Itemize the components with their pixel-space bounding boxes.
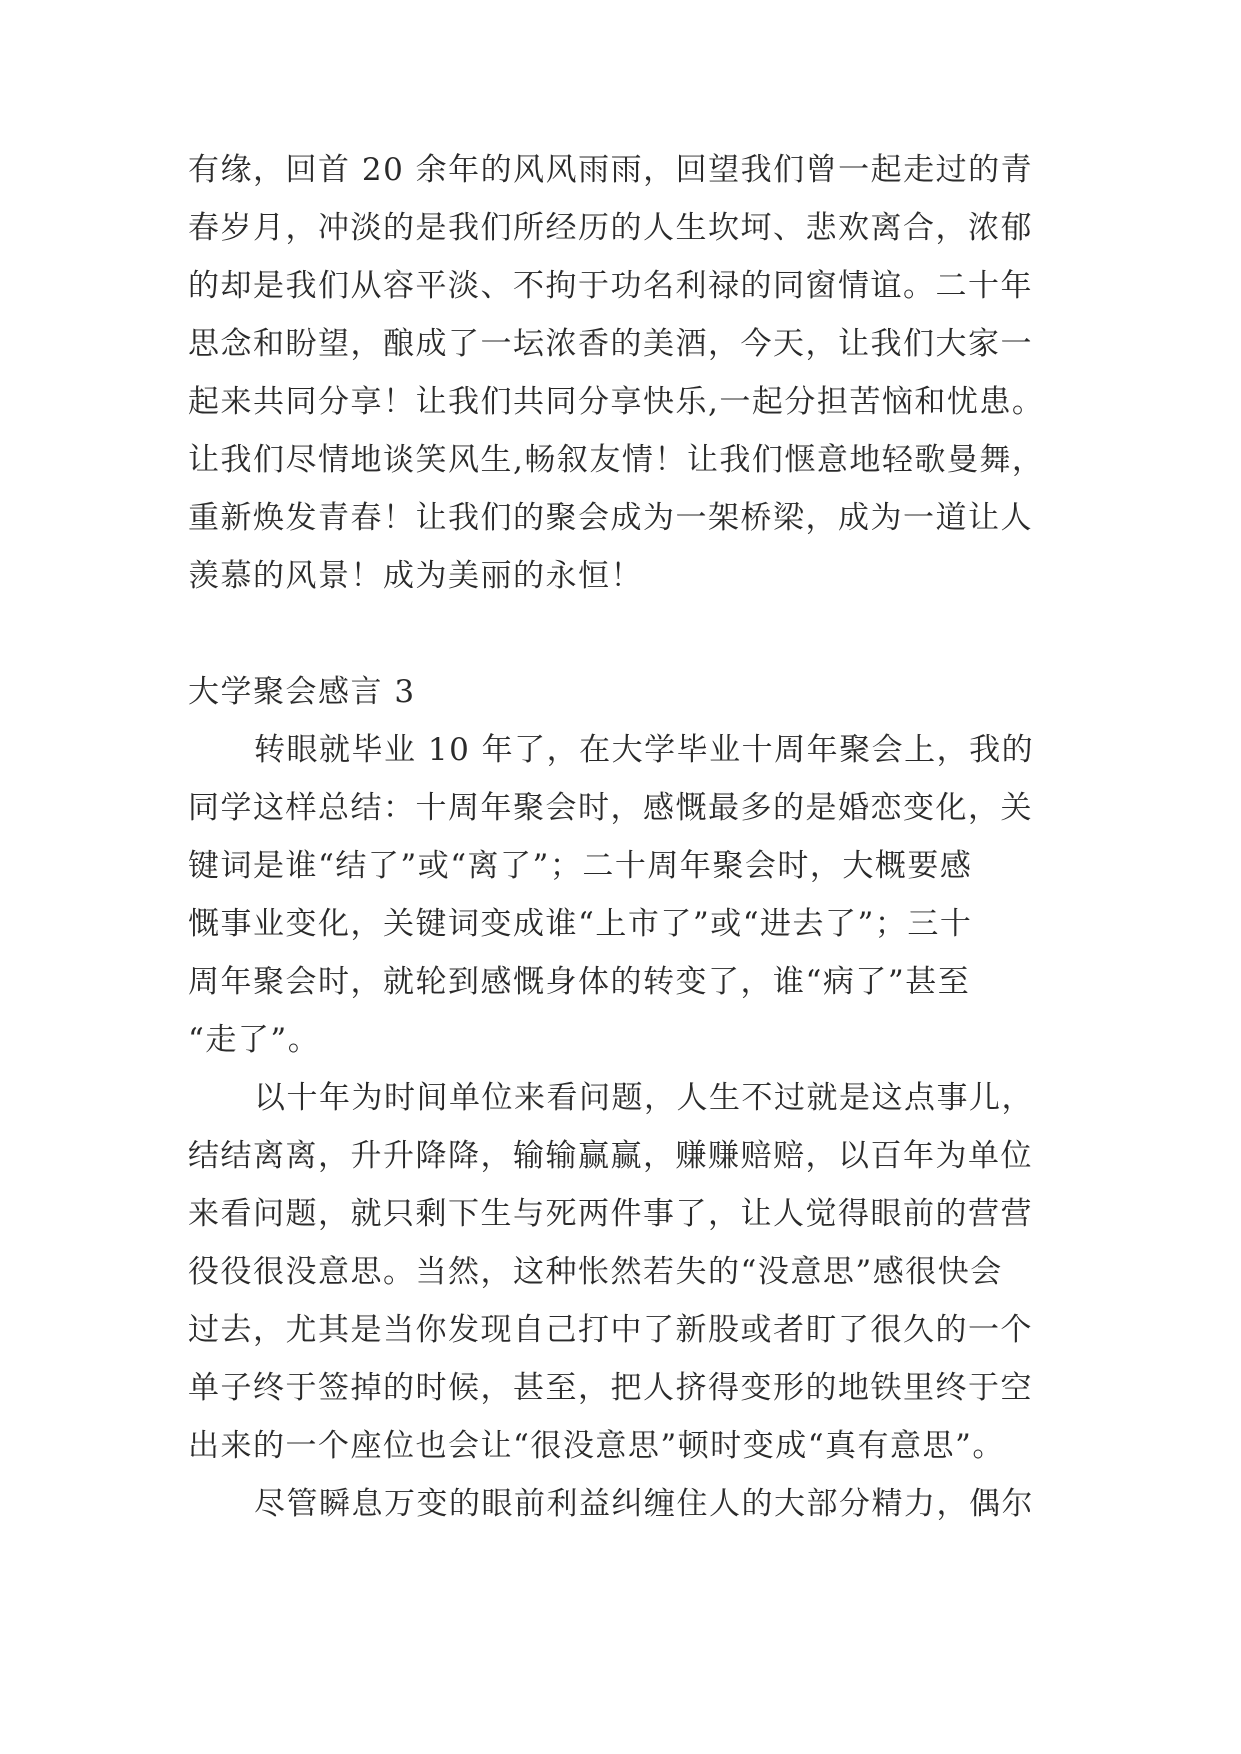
- text-line: 春岁月，冲淡的是我们所经历的人生坎坷、悲欢离合，浓郁: [188, 210, 1033, 246]
- text-line: 结结离离，升升降降，输输赢赢，赚赚赔赔，以百年为单位: [188, 1138, 1033, 1174]
- text-line: 单子终于签掉的时候，甚至，把人挤得变形的地铁里终于空: [188, 1370, 1033, 1406]
- text-line: 羡慕的风景！成为美丽的永恒！: [188, 558, 643, 594]
- text-line: “走了”。: [188, 1022, 321, 1058]
- text-line: 尽管瞬息万变的眼前利益纠缠住人的大部分精力，偶尔: [254, 1486, 1034, 1522]
- text-line: 慨事业变化，关键词变成谁“上市了”或“进去了”；三十: [188, 906, 973, 942]
- section-title: 大学聚会感言 3: [188, 674, 416, 710]
- text-line: 有缘，回首 20 余年的风风雨雨，回望我们曾一起走过的青: [188, 152, 1034, 188]
- text-line: 的却是我们从容平淡、不拘于功名利禄的同窗情谊。二十年: [188, 268, 1033, 304]
- text-line: 过去，尤其是当你发现自己打中了新股或者盯了很久的一个: [188, 1312, 1033, 1348]
- text-line: 以十年为时间单位来看问题，人生不过就是这点事儿，: [254, 1080, 1034, 1116]
- text-line: 役役很没意思。当然，这种怅然若失的“没意思”感很快会: [188, 1254, 1003, 1290]
- text-line: 重新焕发青春！让我们的聚会成为一架桥梁，成为一道让人: [188, 500, 1033, 536]
- text-line: 让我们尽情地谈笑风生,畅叙友情！让我们惬意地轻歌曼舞，: [188, 442, 1045, 478]
- text-line: 出来的一个座位也会让“很没意思”顿时变成“真有意思”。: [188, 1428, 1005, 1464]
- text-line: 来看问题，就只剩下生与死两件事了，让人觉得眼前的营营: [188, 1196, 1033, 1232]
- text-line: 键词是谁“结了”或“离了”；二十周年聚会时，大概要感: [188, 848, 973, 884]
- text-line: 起来共同分享！让我们共同分享快乐,一起分担苦恼和忧患。: [188, 384, 1045, 420]
- text-line: 转眼就毕业 10 年了，在大学毕业十周年聚会上，我的: [254, 732, 1035, 768]
- text-line: 同学这样总结：十周年聚会时，感慨最多的是婚恋变化，关: [188, 790, 1033, 826]
- text-line: 周年聚会时，就轮到感慨身体的转变了，谁“病了”甚至: [188, 964, 971, 1000]
- text-line: 思念和盼望，酿成了一坛浓香的美酒，今天，让我们大家一: [188, 326, 1033, 362]
